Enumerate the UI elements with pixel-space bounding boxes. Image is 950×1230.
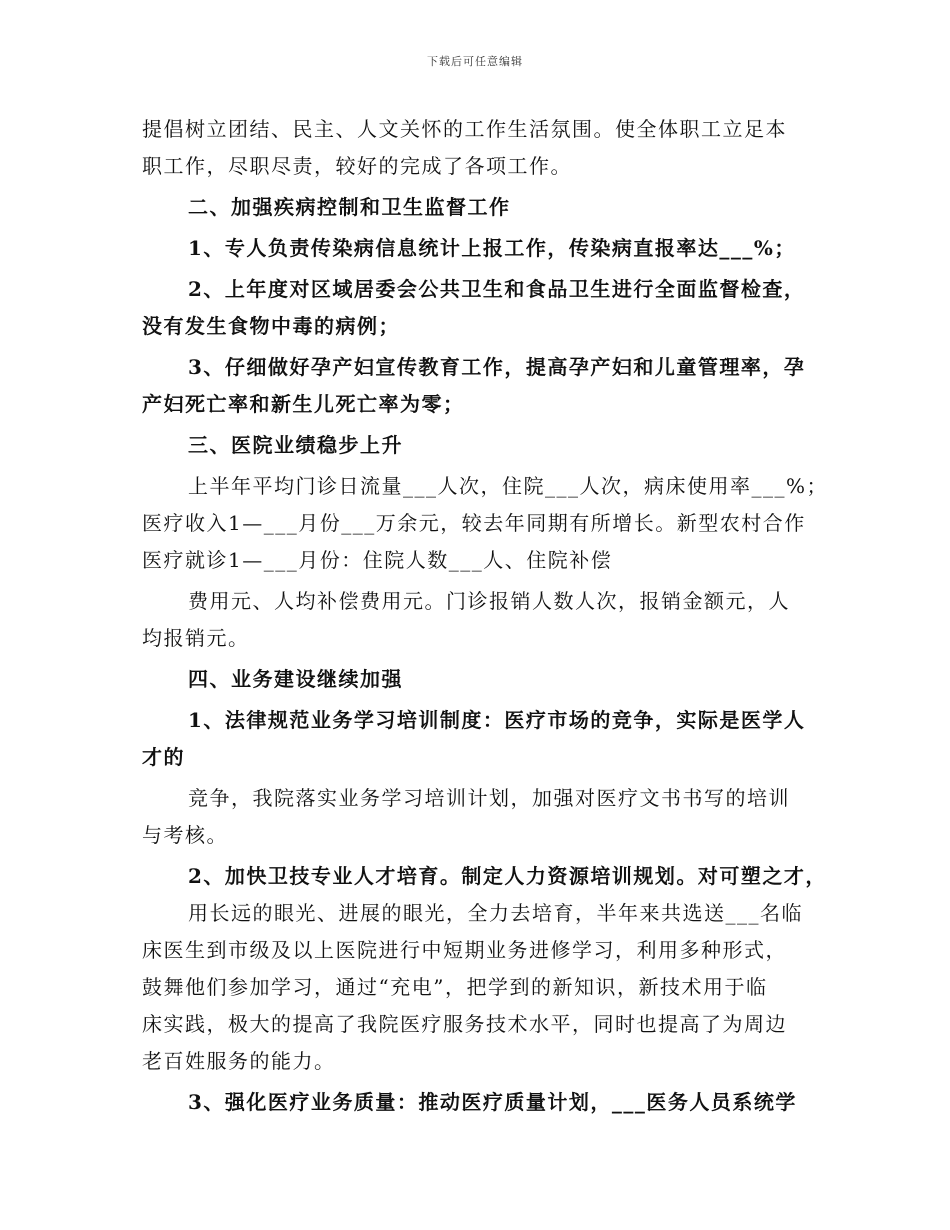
body-line: 床医生到市级及以上医院进行中短期业务进修学习，利用多种形式， — [142, 938, 787, 962]
body-line: 老百姓服务的能力。 — [142, 1049, 336, 1073]
body-line: 医疗就诊1—___月份：住院人数___人、住院补偿 — [142, 548, 613, 572]
list-item: 3、强化医疗业务质量：推动医疗质量计划，___医务人员系统学 — [188, 1090, 797, 1114]
page-header: 下载后可任意编辑 — [427, 55, 523, 68]
body-line: 提倡树立团结、民主、人文关怀的工作生活氛围。使全体职工立足本 — [142, 117, 787, 141]
body-line: 职工作，尽职尽责，较好的完成了各项工作。 — [142, 154, 572, 178]
section-heading: 二、加强疾病控制和卫生监督工作 — [188, 195, 511, 219]
body-line: 均报销元。 — [142, 626, 250, 650]
body-line: 竞争，我院落实业务学习培训计划，加强对医疗文书书写的培训 — [188, 786, 790, 810]
list-item: 2、上年度对区域居委会公共卫生和食品卫生进行全面监督检查， — [188, 277, 806, 301]
list-item-continued: 产妇死亡率和新生儿死亡率为零； — [142, 392, 465, 416]
document-body — [142, 111, 829, 1121]
list-item: 2、加快卫技专业人才培育。制定人力资源培训规划。对可塑之才， — [188, 864, 827, 888]
section-heading: 四、业务建设继续加强 — [188, 667, 403, 691]
body-line: 上半年平均门诊日流量___人次，住院___人次，病床使用率___%； — [188, 474, 829, 498]
list-item: 3、仔细做好孕产妇宣传教育工作，提高孕产妇和儿童管理率，孕 — [188, 355, 806, 379]
body-line: 与考核。 — [142, 823, 228, 847]
body-line: 医疗收入1—___月份___万余元，较去年同期有所增长。新型农村合作 — [142, 511, 806, 535]
list-item-continued: 没有发生食物中毒的病例； — [142, 314, 400, 338]
list-item: 1、专人负责传染病信息统计上报工作，传染病直报率达___%； — [188, 236, 796, 260]
list-item-continued: 才的 — [142, 745, 185, 769]
list-item: 1、法律规范业务学习培训制度：医疗市场的竞争，实际是医学人 — [188, 708, 806, 732]
section-heading: 三、医院业绩稳步上升 — [188, 433, 403, 457]
body-line: 鼓舞他们参加学习，通过“充电”，把学到的新知识，新技术用于临 — [142, 975, 768, 999]
body-line: 床实践，极大的提高了我院医疗服务技术水平，同时也提高了为周边 — [142, 1012, 787, 1036]
body-line: 费用元、人均补偿费用元。门诊报销人数人次，报销金额元，人 — [188, 589, 790, 613]
body-line: 用长远的眼光、进展的眼光，全力去培育，半年来共选送___名临 — [188, 901, 803, 925]
